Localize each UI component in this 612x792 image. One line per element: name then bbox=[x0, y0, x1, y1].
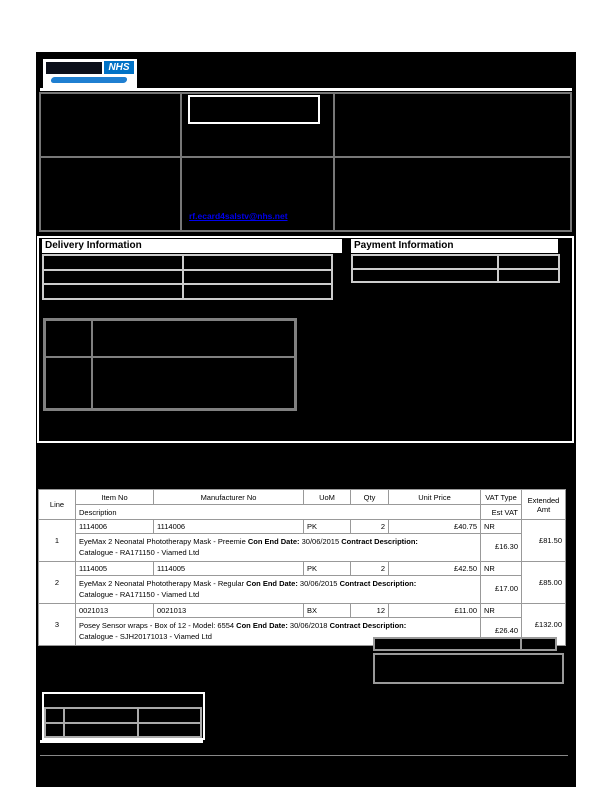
item-row bbox=[39, 562, 566, 576]
col-header-description: Description bbox=[76, 505, 481, 520]
qty: 12 bbox=[351, 604, 389, 618]
items-header-row-2 bbox=[39, 505, 566, 520]
extended-amt: £132.00 bbox=[522, 604, 566, 646]
line-number: 3 bbox=[39, 604, 76, 646]
line-number: 2 bbox=[39, 562, 76, 604]
redacted-cell bbox=[43, 255, 183, 270]
order-notes-table bbox=[43, 318, 297, 411]
redacted-cell bbox=[92, 357, 295, 409]
col-header-est-vat: Est VAT bbox=[481, 505, 522, 520]
nhs-logo: NHS bbox=[104, 61, 134, 74]
col-header-unit-price: Unit Price bbox=[389, 490, 481, 505]
col-header-item-no: Item No bbox=[76, 490, 154, 505]
uom: BX bbox=[304, 604, 351, 618]
redacted-cell bbox=[45, 723, 64, 738]
uom: PK bbox=[304, 562, 351, 576]
nhs-logo-box bbox=[43, 59, 137, 90]
footer-underline bbox=[40, 740, 203, 743]
uom: PK bbox=[304, 520, 351, 534]
totals-amount-box bbox=[373, 653, 564, 684]
extended-amt: £81.50 bbox=[522, 520, 566, 562]
item-description: EyeMax 2 Neonatal Phototherapy Mask - Regular Con End Date: 30/06/2015 Contract Description: Catalogue - RA171150 - Viamed Ltd bbox=[76, 576, 481, 604]
footer-rule-line bbox=[40, 755, 568, 756]
header-divider-line bbox=[40, 88, 572, 91]
item-description-row bbox=[39, 534, 566, 562]
unit-price: £11.00 bbox=[389, 604, 481, 618]
item-row bbox=[39, 520, 566, 534]
item-description-row bbox=[39, 576, 566, 604]
line-number: 1 bbox=[39, 520, 76, 562]
payment-information-title: Payment Information bbox=[351, 239, 558, 253]
redacted-cell bbox=[183, 284, 332, 299]
est-vat: £16.30 bbox=[481, 534, 522, 562]
redacted-cell bbox=[45, 320, 92, 357]
manufacturer-no: 1114005 bbox=[154, 562, 304, 576]
unit-price: £40.75 bbox=[389, 520, 481, 534]
item-no: 0021013 bbox=[76, 604, 154, 618]
redacted-cell bbox=[334, 93, 571, 157]
totals-subtotal-row bbox=[373, 637, 557, 651]
unit-price: £42.50 bbox=[389, 562, 481, 576]
manufacturer-no: 1114006 bbox=[154, 520, 304, 534]
redacted-cell bbox=[64, 708, 138, 723]
payment-info-table bbox=[351, 254, 560, 283]
redacted-cell bbox=[183, 270, 332, 285]
col-header-extended-amt: Extended Amt bbox=[522, 490, 566, 520]
item-description: EyeMax 2 Neonatal Phototherapy Mask - Preemie Con End Date: 30/06/2015 Contract Description: Catalogue - RA171150 - Viamed Ltd bbox=[76, 534, 481, 562]
redacted-cell bbox=[43, 270, 183, 285]
vat-type: NR bbox=[481, 604, 522, 618]
item-row bbox=[39, 604, 566, 618]
redacted-cell bbox=[521, 638, 556, 650]
redacted-cell bbox=[334, 157, 571, 231]
col-header-line: Line bbox=[39, 490, 76, 520]
redacted-cell bbox=[40, 93, 181, 157]
redacted-cell bbox=[498, 255, 559, 269]
items-header-row-1 bbox=[39, 490, 566, 505]
contact-email-wrap bbox=[189, 206, 288, 224]
redacted-cell bbox=[43, 284, 183, 299]
qty: 2 bbox=[351, 562, 389, 576]
col-header-uom: UoM bbox=[304, 490, 351, 505]
est-vat: £26.40 bbox=[481, 618, 522, 646]
redacted-cell bbox=[352, 269, 498, 283]
redacted-cell bbox=[498, 269, 559, 283]
qty: 2 bbox=[351, 520, 389, 534]
redacted-cell bbox=[45, 357, 92, 409]
redacted-cell bbox=[45, 708, 64, 723]
manufacturer-no: 0021013 bbox=[154, 604, 304, 618]
vat-type: NR bbox=[481, 520, 522, 534]
delivery-info-table bbox=[42, 254, 333, 300]
footer-table bbox=[44, 707, 202, 738]
redacted-trust-subtitle bbox=[50, 77, 127, 83]
redacted-cell bbox=[138, 723, 201, 738]
col-header-manufacturer-no: Manufacturer No bbox=[154, 490, 304, 505]
redacted-cell bbox=[183, 255, 332, 270]
redacted-cell bbox=[352, 255, 498, 269]
vat-type: NR bbox=[481, 562, 522, 576]
col-header-vat-type: VAT Type bbox=[481, 490, 522, 505]
redacted-cell bbox=[374, 638, 521, 650]
redacted-cell bbox=[92, 320, 295, 357]
redacted-trust-name bbox=[46, 62, 102, 74]
items-table bbox=[38, 489, 566, 646]
redacted-cell bbox=[40, 157, 181, 231]
extended-amt: £85.00 bbox=[522, 562, 566, 604]
est-vat: £17.00 bbox=[481, 576, 522, 604]
redacted-cell bbox=[138, 708, 201, 723]
supplier-address-box bbox=[188, 95, 320, 124]
item-no: 1114006 bbox=[76, 520, 154, 534]
redacted-cell bbox=[64, 723, 138, 738]
delivery-information-title: Delivery Information bbox=[42, 239, 342, 253]
col-header-qty: Qty bbox=[351, 490, 389, 505]
item-no: 1114005 bbox=[76, 562, 154, 576]
item-description: Posey Sensor wraps - Box of 12 - Model: 6554 Con End Date: 30/06/2018 Contract Description: Catalogue - SJH20171013 - Viamed Ltd bbox=[76, 618, 481, 646]
email-link[interactable]: rf.ecard4salstv@nhs.net bbox=[189, 211, 288, 221]
